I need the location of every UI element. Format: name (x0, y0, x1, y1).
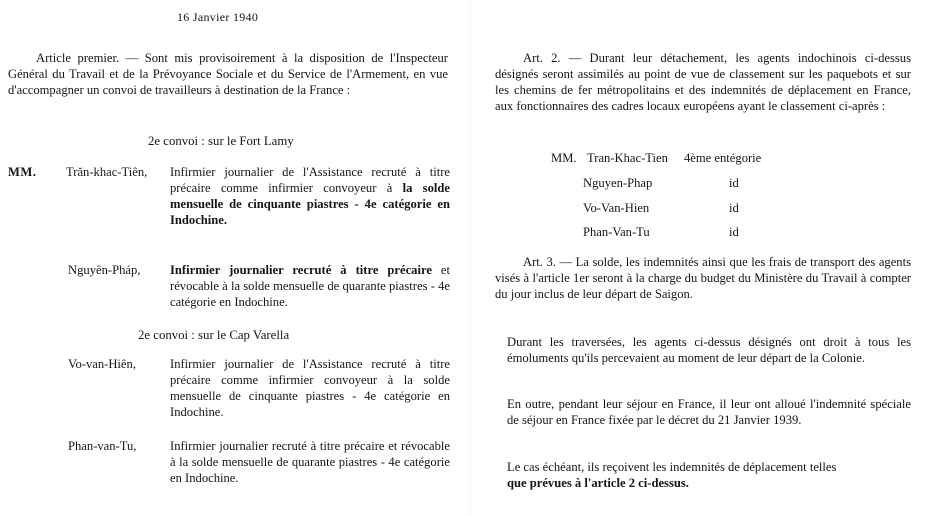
classement-category: 4ème entégorie (684, 151, 762, 165)
entry-description (170, 262, 450, 310)
article-premier-paragraph: Article premier. — Sont mis provisoirement à la disposition de l'Inspecteur Général du Travail et de la Prévoyance Sociale et du Service de l'Armement, en vue d'accompagner un convoi de travailleurs à destination de la France : (8, 51, 448, 97)
classement-row (551, 150, 851, 166)
classement-row (551, 224, 851, 240)
classement-name: Vo-Van-Hien (583, 201, 650, 215)
convoy-entry (8, 262, 450, 314)
entry-prefix: MM. (8, 165, 37, 179)
classement-name: Nguyen-Phap (583, 176, 653, 190)
classement-row (551, 175, 851, 191)
sejour-paragraph: En outre, pendant leur séjour en France, il leur ont alloué l'indemnité spéciale de séjour en France fixée par le décret du 21 Janvier 1939. (507, 397, 911, 427)
article-3-paragraph: Art. 3. — La solde, les indemnités ainsi que les frais de transport des agents visés à l'article 1er seront à la charge du budget du Ministère du Travail à compter du jour inclus de leur départ de Saigon. (495, 255, 911, 301)
entry-description-bold: Infirmier journalier recruté à titre précaire (170, 263, 432, 277)
classement-category: id (729, 201, 739, 215)
traversees-paragraph: Durant les traversées, les agents ci-dessus désignés ont droit à tous les émoluments qu'ils percevaient au moment de leur départ de la Colonie. (507, 335, 911, 365)
entry-description: Infirmier journalier recruté à titre précaire et révocable à la solde mensuelle de quarante piastres - 4e catégorie en Indochine. (170, 439, 450, 485)
deplacement-line-2: que prévues à l'article 2 ci-dessus. (507, 476, 689, 490)
entry-name: Nguyên-Pháp, (68, 263, 141, 277)
entry-description: Infirmier journalier de l'Assistance recruté à titre précaire comme infirmier convoyeur à la solde mensuelle de cinquante piastres - 4e catégorie en Indochine. (170, 357, 450, 419)
page-date-header: 16 Janvier 1940 (177, 10, 259, 24)
convoy-heading-fort-lamy: 2e convoi : sur le Fort Lamy (148, 134, 294, 148)
classement-name: Phan-Van-Tu (583, 225, 650, 239)
entry-name: Phan-van-Tu, (68, 439, 137, 453)
entry-description (170, 164, 450, 228)
column-divider (470, 0, 471, 516)
classement-name: Tran-Khac-Tien (587, 151, 668, 165)
convoy-entry (8, 356, 450, 424)
classement-category: id (729, 176, 739, 190)
convoy-heading-cap-varella: 2e convoi : sur le Cap Varella (138, 328, 290, 342)
entry-description-plain: et révocable à la solde mensuelle de quarante piastres - 4e catégorie en Indochine. (170, 263, 450, 309)
deplacement-paragraph (507, 459, 911, 491)
entry-name: Trăn-khac-Tiên, (66, 165, 148, 179)
classement-prefix: MM. (551, 151, 577, 165)
classement-category: id (729, 225, 739, 239)
classement-row (551, 200, 851, 216)
entry-description-plain: Infirmier journalier de l'Assistance recruté à titre précaire comme infirmier convoyeur à (170, 165, 450, 195)
article-2-paragraph: Art. 2. — Durant leur détachement, les agents indochinois ci-dessus désignés seront assimilés au point de vue de classement sur les paquebots et sur les chemins de fer métropolitains et des indemnités de déplacement en France, aux fonctionnaires des cadres locaux européens ayant le classement ci-après : (495, 51, 911, 113)
deplacement-line-1: Le cas échéant, ils reçoivent les indemnités de déplacement telles (507, 460, 837, 474)
entry-name: Vo-van-Hiên, (68, 357, 136, 371)
convoy-entry (8, 438, 450, 490)
convoy-entry (8, 164, 450, 234)
entry-description-bold: la solde mensuelle de cinquante piastres - 4e catégorie en Indochine. (170, 181, 450, 227)
